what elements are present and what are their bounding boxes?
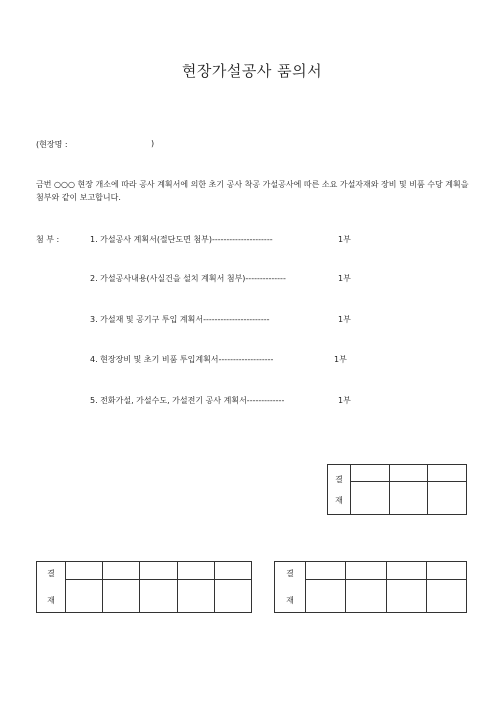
approval-table-left (36, 561, 252, 613)
approval-header-cell (306, 562, 346, 580)
attachment-item-3: 3. 가설재 및 공기구 투입 계획서----------------------- (90, 315, 270, 324)
approval-table-top (327, 464, 467, 515)
attachment-item-4: 4. 현장장비 및 초기 비품 투입계획서------------------- (90, 355, 274, 364)
document-title: 현장가설공사 품의서 (181, 62, 323, 80)
approval-label-right: 결 재 (275, 562, 306, 613)
site-name-label: (현장명 : (36, 140, 68, 149)
attachment-qty-3: 1부 (338, 315, 351, 324)
approval-header-cell (140, 562, 177, 580)
approval-header-cell (389, 465, 428, 482)
body-paragraph: 금번 ○○○ 현장 개소에 따라 공사 계획서에 의한 초기 공사 착공 가설공사에 따른 소요 가설자재와 장비 및 비품 수당 계획을 첨부와 같이 보고합니다. (36, 180, 469, 202)
approval-label-top: 결 재 (328, 465, 351, 515)
site-name-close: ) (151, 139, 155, 148)
approval-label-left: 결 재 (37, 562, 66, 613)
attachment-qty-1: 1부 (338, 235, 351, 244)
attachment-qty-2: 1부 (338, 274, 351, 283)
approval-sign-cell[interactable] (346, 580, 386, 613)
approval-sign-cell[interactable] (428, 482, 467, 515)
attachment-item-2: 2. 가설공사내용(사실건을 설치 계획서 첨부)-------------- (90, 274, 286, 283)
approval-sign-cell[interactable] (66, 580, 103, 613)
approval-sign-cell[interactable] (140, 580, 177, 613)
approval-header-cell (214, 562, 251, 580)
approval-sign-cell[interactable] (351, 482, 390, 515)
attachments-label: 첨 부 : (36, 235, 60, 244)
approval-header-cell (346, 562, 386, 580)
approval-sign-cell[interactable] (214, 580, 251, 613)
approval-header-cell (428, 465, 467, 482)
approval-header-cell (103, 562, 140, 580)
approval-sign-cell[interactable] (426, 580, 466, 613)
approval-sign-cell[interactable] (177, 580, 214, 613)
attachment-item-5: 5. 전화가설, 가설수도, 가설전기 공사 계획서------------- (90, 396, 285, 405)
approval-table-right (274, 561, 467, 613)
approval-header-cell (66, 562, 103, 580)
approval-header-cell (426, 562, 466, 580)
approval-header-cell (177, 562, 214, 580)
approval-sign-cell[interactable] (389, 482, 428, 515)
attachment-qty-4: 1부 (334, 355, 347, 364)
approval-sign-cell[interactable] (306, 580, 346, 613)
approval-header-cell (351, 465, 390, 482)
attachment-item-1: 1. 가설공사 계획서(절단도면 첨부)--------------------- (90, 235, 273, 244)
approval-sign-cell[interactable] (386, 580, 426, 613)
attachment-qty-5: 1부 (338, 396, 351, 405)
approval-sign-cell[interactable] (103, 580, 140, 613)
approval-header-cell (386, 562, 426, 580)
